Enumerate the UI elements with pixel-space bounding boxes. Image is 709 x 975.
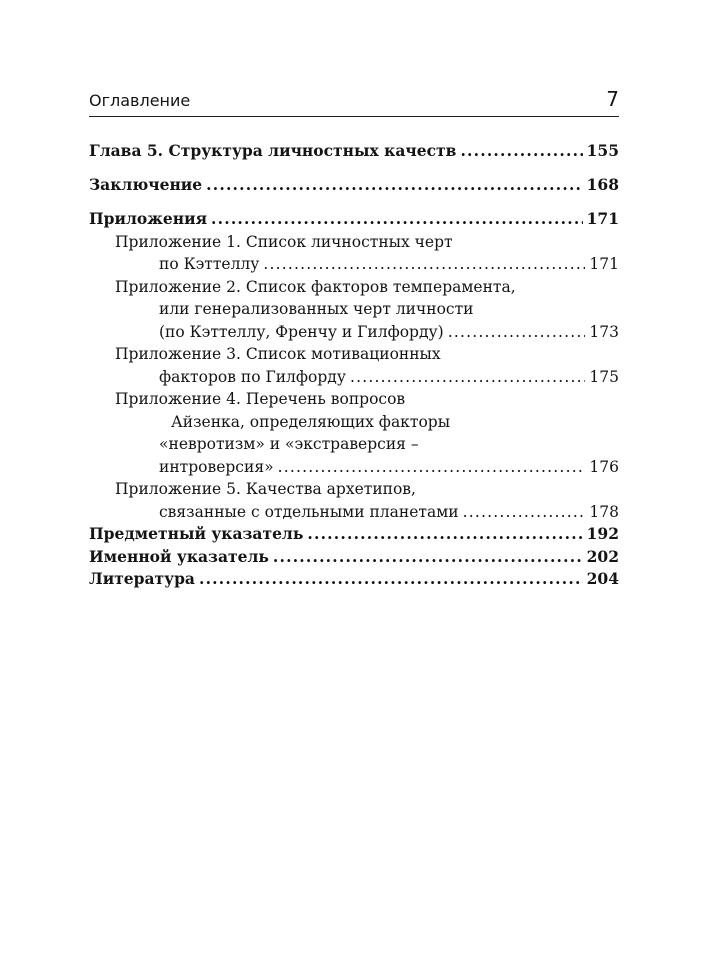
toc-entry-appendix-2 (89, 321, 619, 344)
toc-entry-page: 171 (589, 255, 619, 273)
toc-entry-appendix-2-line-1: Приложение 2. Список факторов темперамента, (115, 277, 516, 296)
toc-entry-appendix-5 (89, 501, 619, 524)
toc-entry-title: Глава 5. Структура личностных качеств (89, 141, 457, 160)
toc-entry-appendix-4-line-2: Айзенка, определяющих факторы (171, 412, 451, 431)
toc-entry-page: 176 (589, 457, 619, 476)
dot-leader (211, 208, 583, 231)
toc-entry-appendix-4-line-3: «невротизм» и «экстраверсия – (159, 435, 419, 453)
toc-entry-title: по Кэттеллу (159, 255, 260, 273)
header-title: Оглавление (89, 91, 191, 110)
toc-entry-page: 171 (586, 209, 619, 228)
toc-entry-chapter-5 (89, 140, 619, 163)
toc-entry-title: интроверсия» (159, 457, 274, 476)
dot-leader (463, 501, 586, 524)
toc-entry-appendix-5-line-1: Приложение 5. Качества архетипов, (115, 480, 416, 498)
toc-entry-title: связанные с отдельными планетами (159, 502, 459, 521)
toc-entry-conclusion (89, 174, 619, 197)
toc-entry-title: факторов по Гилфорду (159, 367, 346, 386)
dot-leader (206, 174, 582, 197)
toc-entry-appendix-3-line-1: Приложение 3. Список мотивационных (115, 345, 441, 363)
toc-entry-appendix-4 (89, 456, 619, 479)
header-page-number: 7 (606, 87, 619, 111)
toc-entry-page: 155 (586, 141, 619, 160)
toc-entry-title: Заключение (89, 175, 203, 194)
dot-leader (307, 523, 582, 546)
toc-entry-page: 173 (589, 322, 619, 341)
dot-leader (350, 366, 585, 389)
toc-entry-page: 192 (586, 524, 619, 543)
toc-entry-title: Предметный указатель (89, 524, 304, 543)
toc-entry-appendix-4-line-1: Приложение 4. Перечень вопросов (115, 390, 406, 408)
toc-entry-appendices (89, 208, 619, 231)
dot-leader (278, 456, 586, 479)
toc-entry-literature (89, 568, 619, 591)
toc-entry-title: Литература (89, 569, 195, 588)
dot-leader (460, 140, 582, 163)
dot-leader (199, 568, 583, 591)
toc-entry-title: Приложения (89, 209, 208, 228)
toc-entry-appendix-3 (89, 366, 619, 389)
toc-entry-page: 168 (586, 175, 619, 194)
toc-entry-title: (по Кэттеллу, Френчу и Гилфорду) (159, 322, 444, 341)
toc-entry-appendix-1-line-1: Приложение 1. Список личностных черт (115, 232, 453, 251)
toc-entry-page: 175 (589, 367, 619, 386)
table-of-contents (89, 140, 619, 591)
running-header (89, 87, 619, 117)
toc-entry-name-index (89, 546, 619, 569)
toc-entry-title: Именной указатель (89, 546, 269, 566)
toc-entry-subject-index (89, 523, 619, 546)
toc-entry-page: 202 (586, 546, 619, 566)
dot-leader (263, 253, 585, 276)
toc-entry-appendix-2-line-2: или генерализованных черт личности (159, 300, 474, 318)
dot-leader (273, 546, 583, 569)
toc-entry-page: 178 (589, 502, 619, 521)
toc-entry-page: 204 (586, 569, 619, 588)
dot-leader (448, 321, 586, 344)
toc-entry-appendix-1 (89, 253, 619, 276)
